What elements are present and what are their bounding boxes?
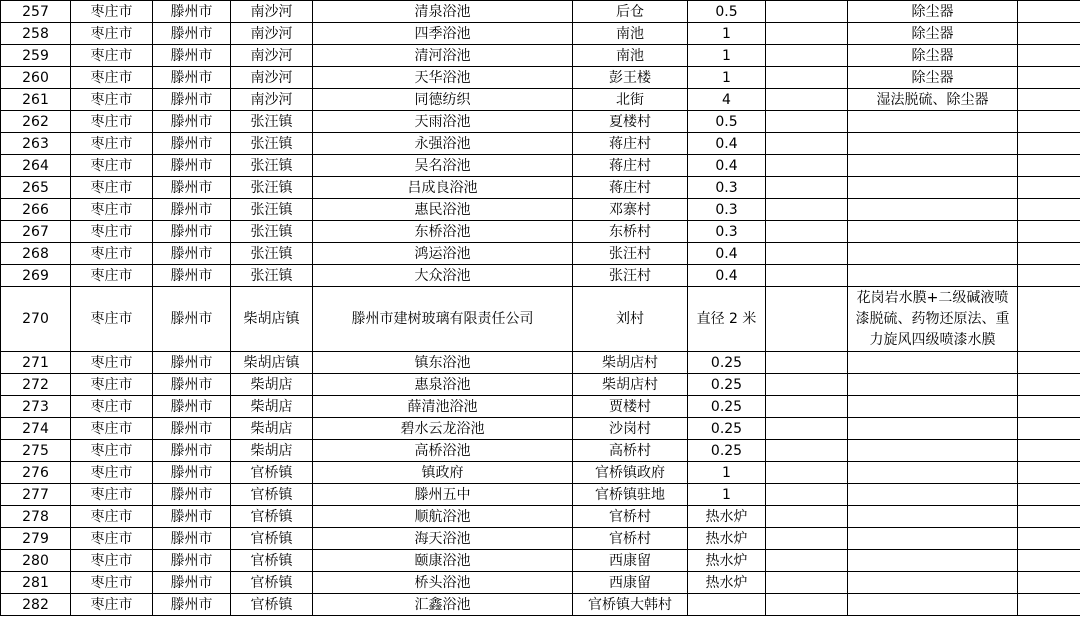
facility-name-cell: 天华浴池 bbox=[313, 67, 573, 89]
county-cell: 滕州市 bbox=[153, 265, 231, 287]
table-row bbox=[1, 594, 1080, 616]
county-cell: 滕州市 bbox=[153, 199, 231, 221]
blank-cell bbox=[1018, 352, 1080, 374]
county-cell: 滕州市 bbox=[153, 462, 231, 484]
town-cell: 南沙河 bbox=[231, 67, 313, 89]
capacity-cell: 直径 2 米 bbox=[688, 287, 766, 352]
blank-cell bbox=[766, 221, 848, 243]
town-cell: 官桥镇 bbox=[231, 506, 313, 528]
village-cell: 贾楼村 bbox=[573, 396, 688, 418]
table-row bbox=[1, 67, 1080, 89]
county-cell: 滕州市 bbox=[153, 221, 231, 243]
row-number-cell: 263 bbox=[1, 133, 71, 155]
table-row bbox=[1, 155, 1080, 177]
table-row bbox=[1, 374, 1080, 396]
table-row bbox=[1, 1, 1080, 23]
row-number-cell: 282 bbox=[1, 594, 71, 616]
town-cell: 柴胡店 bbox=[231, 418, 313, 440]
city-cell: 枣庄市 bbox=[71, 374, 153, 396]
facility-name-cell: 海天浴池 bbox=[313, 528, 573, 550]
treatment-measure-cell bbox=[848, 374, 1018, 396]
town-cell: 张汪镇 bbox=[231, 243, 313, 265]
city-cell: 枣庄市 bbox=[71, 440, 153, 462]
table-row bbox=[1, 550, 1080, 572]
village-cell: 南池 bbox=[573, 45, 688, 67]
town-cell: 南沙河 bbox=[231, 23, 313, 45]
village-cell: 官桥村 bbox=[573, 506, 688, 528]
city-cell: 枣庄市 bbox=[71, 155, 153, 177]
city-cell: 枣庄市 bbox=[71, 528, 153, 550]
facility-name-cell: 碧水云龙浴池 bbox=[313, 418, 573, 440]
capacity-cell: 0.25 bbox=[688, 374, 766, 396]
city-cell: 枣庄市 bbox=[71, 265, 153, 287]
blank-cell bbox=[1018, 1, 1080, 23]
city-cell: 枣庄市 bbox=[71, 287, 153, 352]
town-cell: 张汪镇 bbox=[231, 133, 313, 155]
blank-cell bbox=[766, 396, 848, 418]
row-number-cell: 257 bbox=[1, 1, 71, 23]
blank-cell bbox=[1018, 528, 1080, 550]
county-cell: 滕州市 bbox=[153, 67, 231, 89]
county-cell: 滕州市 bbox=[153, 89, 231, 111]
facility-name-cell: 高桥浴池 bbox=[313, 440, 573, 462]
village-cell: 蒋庄村 bbox=[573, 133, 688, 155]
village-cell: 官桥村 bbox=[573, 528, 688, 550]
row-number-cell: 268 bbox=[1, 243, 71, 265]
row-number-cell: 270 bbox=[1, 287, 71, 352]
blank-cell bbox=[766, 45, 848, 67]
city-cell: 枣庄市 bbox=[71, 506, 153, 528]
capacity-cell: 0.4 bbox=[688, 133, 766, 155]
treatment-measure-cell: 除尘器 bbox=[848, 67, 1018, 89]
city-cell: 枣庄市 bbox=[71, 572, 153, 594]
treatment-measure-cell: 湿法脱硫、除尘器 bbox=[848, 89, 1018, 111]
treatment-measure-cell bbox=[848, 243, 1018, 265]
village-cell: 官桥镇驻地 bbox=[573, 484, 688, 506]
village-cell: 张汪村 bbox=[573, 265, 688, 287]
village-cell: 官桥镇政府 bbox=[573, 462, 688, 484]
row-number-cell: 261 bbox=[1, 89, 71, 111]
town-cell: 官桥镇 bbox=[231, 484, 313, 506]
facility-name-cell: 惠泉浴池 bbox=[313, 374, 573, 396]
village-cell: 张汪村 bbox=[573, 243, 688, 265]
capacity-cell: 0.3 bbox=[688, 199, 766, 221]
table-row bbox=[1, 418, 1080, 440]
town-cell: 柴胡店 bbox=[231, 374, 313, 396]
treatment-measure-cell bbox=[848, 550, 1018, 572]
village-cell: 邓寨村 bbox=[573, 199, 688, 221]
table-body bbox=[1, 1, 1080, 616]
facility-name-cell: 永强浴池 bbox=[313, 133, 573, 155]
treatment-measure-cell bbox=[848, 111, 1018, 133]
town-cell: 官桥镇 bbox=[231, 528, 313, 550]
capacity-cell: 4 bbox=[688, 89, 766, 111]
table-row bbox=[1, 23, 1080, 45]
blank-cell bbox=[766, 374, 848, 396]
county-cell: 滕州市 bbox=[153, 352, 231, 374]
row-number-cell: 269 bbox=[1, 265, 71, 287]
treatment-measure-cell: 除尘器 bbox=[848, 1, 1018, 23]
table-row bbox=[1, 89, 1080, 111]
blank-cell bbox=[1018, 23, 1080, 45]
county-cell: 滕州市 bbox=[153, 550, 231, 572]
table-row bbox=[1, 572, 1080, 594]
blank-cell bbox=[1018, 440, 1080, 462]
blank-cell bbox=[1018, 45, 1080, 67]
capacity-cell: 1 bbox=[688, 67, 766, 89]
treatment-measure-cell bbox=[848, 265, 1018, 287]
treatment-measure-cell bbox=[848, 594, 1018, 616]
city-cell: 枣庄市 bbox=[71, 352, 153, 374]
village-cell: 官桥镇大韩村 bbox=[573, 594, 688, 616]
city-cell: 枣庄市 bbox=[71, 67, 153, 89]
town-cell: 官桥镇 bbox=[231, 462, 313, 484]
city-cell: 枣庄市 bbox=[71, 133, 153, 155]
blank-cell bbox=[766, 265, 848, 287]
table-row bbox=[1, 396, 1080, 418]
facility-name-cell: 四季浴池 bbox=[313, 23, 573, 45]
blank-cell bbox=[1018, 462, 1080, 484]
capacity-cell: 0.25 bbox=[688, 440, 766, 462]
facility-name-cell: 薛清池浴池 bbox=[313, 396, 573, 418]
capacity-cell: 热水炉 bbox=[688, 528, 766, 550]
treatment-measure-cell bbox=[848, 484, 1018, 506]
facility-name-cell: 吴名浴池 bbox=[313, 155, 573, 177]
village-cell: 南池 bbox=[573, 23, 688, 45]
facility-name-cell: 天雨浴池 bbox=[313, 111, 573, 133]
county-cell: 滕州市 bbox=[153, 528, 231, 550]
facility-name-cell: 吕成良浴池 bbox=[313, 177, 573, 199]
facility-name-cell: 滕州五中 bbox=[313, 484, 573, 506]
blank-cell bbox=[766, 155, 848, 177]
row-number-cell: 258 bbox=[1, 23, 71, 45]
town-cell: 张汪镇 bbox=[231, 111, 313, 133]
blank-cell bbox=[1018, 550, 1080, 572]
county-cell: 滕州市 bbox=[153, 440, 231, 462]
row-number-cell: 274 bbox=[1, 418, 71, 440]
blank-cell bbox=[766, 243, 848, 265]
facility-name-cell: 顺航浴池 bbox=[313, 506, 573, 528]
capacity-cell: 0.4 bbox=[688, 243, 766, 265]
blank-cell bbox=[766, 67, 848, 89]
city-cell: 枣庄市 bbox=[71, 111, 153, 133]
capacity-cell: 0.5 bbox=[688, 111, 766, 133]
city-cell: 枣庄市 bbox=[71, 418, 153, 440]
blank-cell bbox=[1018, 221, 1080, 243]
town-cell: 柴胡店镇 bbox=[231, 352, 313, 374]
blank-cell bbox=[1018, 418, 1080, 440]
city-cell: 枣庄市 bbox=[71, 1, 153, 23]
blank-cell bbox=[766, 133, 848, 155]
village-cell: 彭王楼 bbox=[573, 67, 688, 89]
county-cell: 滕州市 bbox=[153, 484, 231, 506]
county-cell: 滕州市 bbox=[153, 374, 231, 396]
row-number-cell: 260 bbox=[1, 67, 71, 89]
treatment-measure-cell bbox=[848, 177, 1018, 199]
village-cell: 西康留 bbox=[573, 550, 688, 572]
row-number-cell: 264 bbox=[1, 155, 71, 177]
table-row bbox=[1, 440, 1080, 462]
treatment-measure-cell bbox=[848, 440, 1018, 462]
town-cell: 张汪镇 bbox=[231, 199, 313, 221]
capacity-cell: 0.25 bbox=[688, 352, 766, 374]
blank-cell bbox=[1018, 572, 1080, 594]
blank-cell bbox=[1018, 396, 1080, 418]
facility-name-cell: 桥头浴池 bbox=[313, 572, 573, 594]
table-row bbox=[1, 528, 1080, 550]
county-cell: 滕州市 bbox=[153, 155, 231, 177]
county-cell: 滕州市 bbox=[153, 23, 231, 45]
county-cell: 滕州市 bbox=[153, 418, 231, 440]
row-number-cell: 267 bbox=[1, 221, 71, 243]
capacity-cell: 热水炉 bbox=[688, 550, 766, 572]
row-number-cell: 276 bbox=[1, 462, 71, 484]
blank-cell bbox=[766, 1, 848, 23]
capacity-cell: 1 bbox=[688, 462, 766, 484]
capacity-cell: 1 bbox=[688, 23, 766, 45]
blank-cell bbox=[1018, 243, 1080, 265]
treatment-measure-cell bbox=[848, 221, 1018, 243]
blank-cell bbox=[1018, 111, 1080, 133]
town-cell: 南沙河 bbox=[231, 45, 313, 67]
county-cell: 滕州市 bbox=[153, 1, 231, 23]
row-number-cell: 271 bbox=[1, 352, 71, 374]
treatment-measure-cell bbox=[848, 352, 1018, 374]
village-cell: 后仓 bbox=[573, 1, 688, 23]
city-cell: 枣庄市 bbox=[71, 45, 153, 67]
table-row bbox=[1, 265, 1080, 287]
blank-cell bbox=[1018, 374, 1080, 396]
town-cell: 南沙河 bbox=[231, 89, 313, 111]
table-row bbox=[1, 199, 1080, 221]
capacity-cell: 0.3 bbox=[688, 221, 766, 243]
capacity-cell: 0.3 bbox=[688, 177, 766, 199]
capacity-cell bbox=[688, 594, 766, 616]
village-cell: 沙岗村 bbox=[573, 418, 688, 440]
treatment-measure-cell: 除尘器 bbox=[848, 23, 1018, 45]
treatment-measure-cell bbox=[848, 462, 1018, 484]
row-number-cell: 272 bbox=[1, 374, 71, 396]
facility-name-cell: 东桥浴池 bbox=[313, 221, 573, 243]
treatment-measure-cell bbox=[848, 396, 1018, 418]
treatment-measure-cell bbox=[848, 572, 1018, 594]
town-cell: 官桥镇 bbox=[231, 550, 313, 572]
town-cell: 柴胡店镇 bbox=[231, 287, 313, 352]
county-cell: 滕州市 bbox=[153, 506, 231, 528]
row-number-cell: 262 bbox=[1, 111, 71, 133]
town-cell: 官桥镇 bbox=[231, 572, 313, 594]
blank-cell bbox=[1018, 133, 1080, 155]
table-row bbox=[1, 133, 1080, 155]
city-cell: 枣庄市 bbox=[71, 243, 153, 265]
table-row bbox=[1, 45, 1080, 67]
city-cell: 枣庄市 bbox=[71, 177, 153, 199]
row-number-cell: 277 bbox=[1, 484, 71, 506]
county-cell: 滕州市 bbox=[153, 133, 231, 155]
row-number-cell: 280 bbox=[1, 550, 71, 572]
blank-cell bbox=[1018, 89, 1080, 111]
county-cell: 滕州市 bbox=[153, 572, 231, 594]
blank-cell bbox=[766, 484, 848, 506]
county-cell: 滕州市 bbox=[153, 396, 231, 418]
blank-cell bbox=[1018, 506, 1080, 528]
row-number-cell: 265 bbox=[1, 177, 71, 199]
county-cell: 滕州市 bbox=[153, 243, 231, 265]
blank-cell bbox=[766, 440, 848, 462]
capacity-cell: 1 bbox=[688, 484, 766, 506]
blank-cell bbox=[1018, 67, 1080, 89]
table-row bbox=[1, 352, 1080, 374]
city-cell: 枣庄市 bbox=[71, 396, 153, 418]
table-row bbox=[1, 111, 1080, 133]
facility-name-cell: 汇鑫浴池 bbox=[313, 594, 573, 616]
county-cell: 滕州市 bbox=[153, 177, 231, 199]
facility-name-cell: 同德纺织 bbox=[313, 89, 573, 111]
county-cell: 滕州市 bbox=[153, 287, 231, 352]
capacity-cell: 0.25 bbox=[688, 396, 766, 418]
town-cell: 张汪镇 bbox=[231, 221, 313, 243]
capacity-cell: 0.4 bbox=[688, 265, 766, 287]
village-cell: 高桥村 bbox=[573, 440, 688, 462]
table-row bbox=[1, 484, 1080, 506]
blank-cell bbox=[766, 594, 848, 616]
table-row bbox=[1, 462, 1080, 484]
capacity-cell: 1 bbox=[688, 45, 766, 67]
town-cell: 张汪镇 bbox=[231, 177, 313, 199]
capacity-cell: 热水炉 bbox=[688, 572, 766, 594]
village-cell: 夏楼村 bbox=[573, 111, 688, 133]
table-row bbox=[1, 221, 1080, 243]
city-cell: 枣庄市 bbox=[71, 221, 153, 243]
blank-cell bbox=[1018, 265, 1080, 287]
treatment-measure-cell bbox=[848, 506, 1018, 528]
table-row bbox=[1, 506, 1080, 528]
blank-cell bbox=[1018, 199, 1080, 221]
county-cell: 滕州市 bbox=[153, 45, 231, 67]
blank-cell bbox=[766, 23, 848, 45]
facility-name-cell: 惠民浴池 bbox=[313, 199, 573, 221]
facility-name-cell: 滕州市建树玻璃有限责任公司 bbox=[313, 287, 573, 352]
blank-cell bbox=[766, 462, 848, 484]
blank-cell bbox=[1018, 287, 1080, 352]
town-cell: 官桥镇 bbox=[231, 594, 313, 616]
facility-name-cell: 大众浴池 bbox=[313, 265, 573, 287]
blank-cell bbox=[766, 199, 848, 221]
row-number-cell: 281 bbox=[1, 572, 71, 594]
capacity-cell: 热水炉 bbox=[688, 506, 766, 528]
city-cell: 枣庄市 bbox=[71, 89, 153, 111]
county-cell: 滕州市 bbox=[153, 594, 231, 616]
city-cell: 枣庄市 bbox=[71, 199, 153, 221]
facility-name-cell: 清河浴池 bbox=[313, 45, 573, 67]
village-cell: 北街 bbox=[573, 89, 688, 111]
city-cell: 枣庄市 bbox=[71, 462, 153, 484]
village-cell: 蒋庄村 bbox=[573, 155, 688, 177]
treatment-measure-cell: 花岗岩水膜+二级碱液喷漆脱硫、药物还原法、重力旋风四级喷漆水膜 bbox=[848, 287, 1018, 352]
blank-cell bbox=[766, 550, 848, 572]
blank-cell bbox=[766, 89, 848, 111]
blank-cell bbox=[766, 352, 848, 374]
town-cell: 南沙河 bbox=[231, 1, 313, 23]
town-cell: 柴胡店 bbox=[231, 396, 313, 418]
facility-name-cell: 镇政府 bbox=[313, 462, 573, 484]
facility-name-cell: 镇东浴池 bbox=[313, 352, 573, 374]
town-cell: 柴胡店 bbox=[231, 440, 313, 462]
row-number-cell: 278 bbox=[1, 506, 71, 528]
table-row bbox=[1, 243, 1080, 265]
table-row bbox=[1, 177, 1080, 199]
blank-cell bbox=[766, 506, 848, 528]
blank-cell bbox=[766, 177, 848, 199]
row-number-cell: 279 bbox=[1, 528, 71, 550]
blank-cell bbox=[766, 287, 848, 352]
capacity-cell: 0.5 bbox=[688, 1, 766, 23]
city-cell: 枣庄市 bbox=[71, 550, 153, 572]
village-cell: 蒋庄村 bbox=[573, 177, 688, 199]
row-number-cell: 259 bbox=[1, 45, 71, 67]
treatment-measure-cell bbox=[848, 528, 1018, 550]
facility-name-cell: 清泉浴池 bbox=[313, 1, 573, 23]
treatment-measure-cell: 除尘器 bbox=[848, 45, 1018, 67]
town-cell: 张汪镇 bbox=[231, 265, 313, 287]
town-cell: 张汪镇 bbox=[231, 155, 313, 177]
village-cell: 柴胡店村 bbox=[573, 352, 688, 374]
city-cell: 枣庄市 bbox=[71, 23, 153, 45]
blank-cell bbox=[766, 572, 848, 594]
blank-cell bbox=[1018, 484, 1080, 506]
facility-name-cell: 鸿运浴池 bbox=[313, 243, 573, 265]
blank-cell bbox=[766, 528, 848, 550]
treatment-measure-cell bbox=[848, 418, 1018, 440]
village-cell: 刘村 bbox=[573, 287, 688, 352]
row-number-cell: 266 bbox=[1, 199, 71, 221]
village-cell: 柴胡店村 bbox=[573, 374, 688, 396]
treatment-measure-cell bbox=[848, 199, 1018, 221]
blank-cell bbox=[766, 111, 848, 133]
county-cell: 滕州市 bbox=[153, 111, 231, 133]
blank-cell bbox=[1018, 594, 1080, 616]
city-cell: 枣庄市 bbox=[71, 594, 153, 616]
blank-cell bbox=[766, 418, 848, 440]
treatment-measure-cell bbox=[848, 133, 1018, 155]
capacity-cell: 0.4 bbox=[688, 155, 766, 177]
blank-cell bbox=[1018, 155, 1080, 177]
table-row bbox=[1, 287, 1080, 352]
blank-cell bbox=[1018, 177, 1080, 199]
village-cell: 东桥村 bbox=[573, 221, 688, 243]
capacity-cell: 0.25 bbox=[688, 418, 766, 440]
city-cell: 枣庄市 bbox=[71, 484, 153, 506]
row-number-cell: 273 bbox=[1, 396, 71, 418]
row-number-cell: 275 bbox=[1, 440, 71, 462]
treatment-measure-cell bbox=[848, 155, 1018, 177]
village-cell: 西康留 bbox=[573, 572, 688, 594]
facility-name-cell: 颐康浴池 bbox=[313, 550, 573, 572]
